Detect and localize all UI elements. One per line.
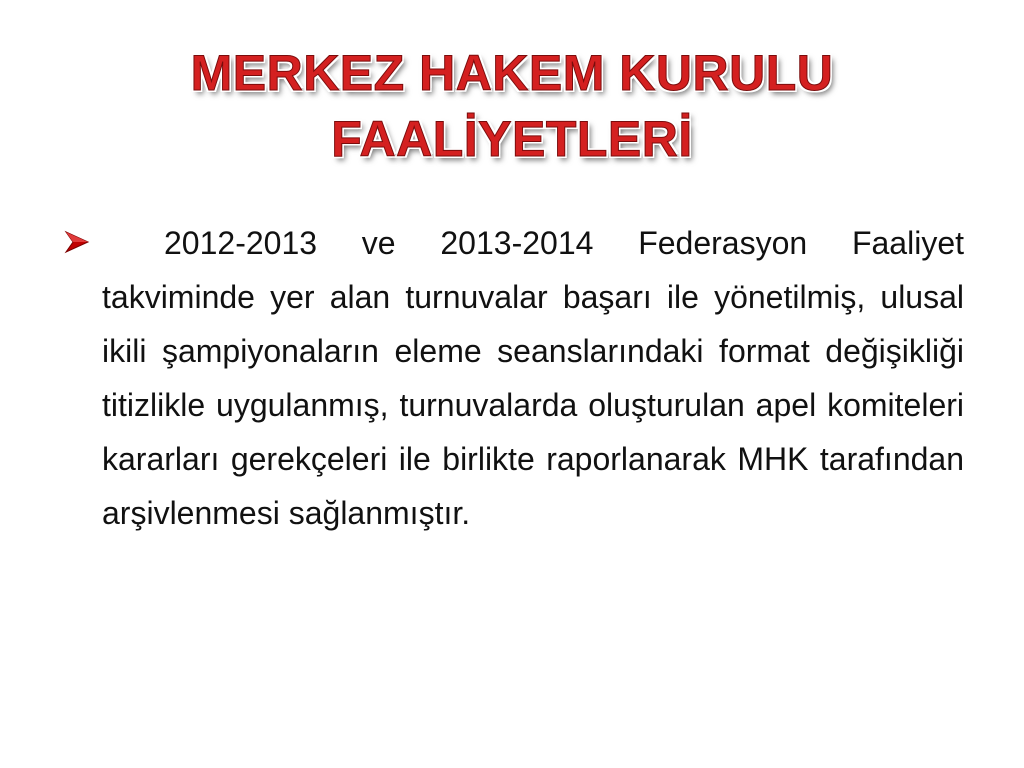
slide-title: [0, 40, 1024, 172]
title-line-1: MERKEZ HAKEM KURULU: [190, 45, 834, 101]
title-line-2: FAALİYETLERİ: [331, 111, 693, 167]
bullet-list: [64, 216, 964, 540]
bullet-text: 2012-2013 ve 2013-2014 Federasyon Faaliyet takviminde yer alan turnuvalar başarı ile yönetilmiş, ulusal ikili şampiyonaların eleme seanslarındaki format değişikliği titizlikle uygulanmış, turnuvalarda oluşturulan apel komiteleri kararları gerekçeleri ile birlikte raporlanarak MHK tarafından arşivlenmesi sağlanmıştır.: [102, 225, 964, 531]
arrow-bullet-icon: [64, 230, 90, 254]
bullet-item: [64, 216, 964, 540]
